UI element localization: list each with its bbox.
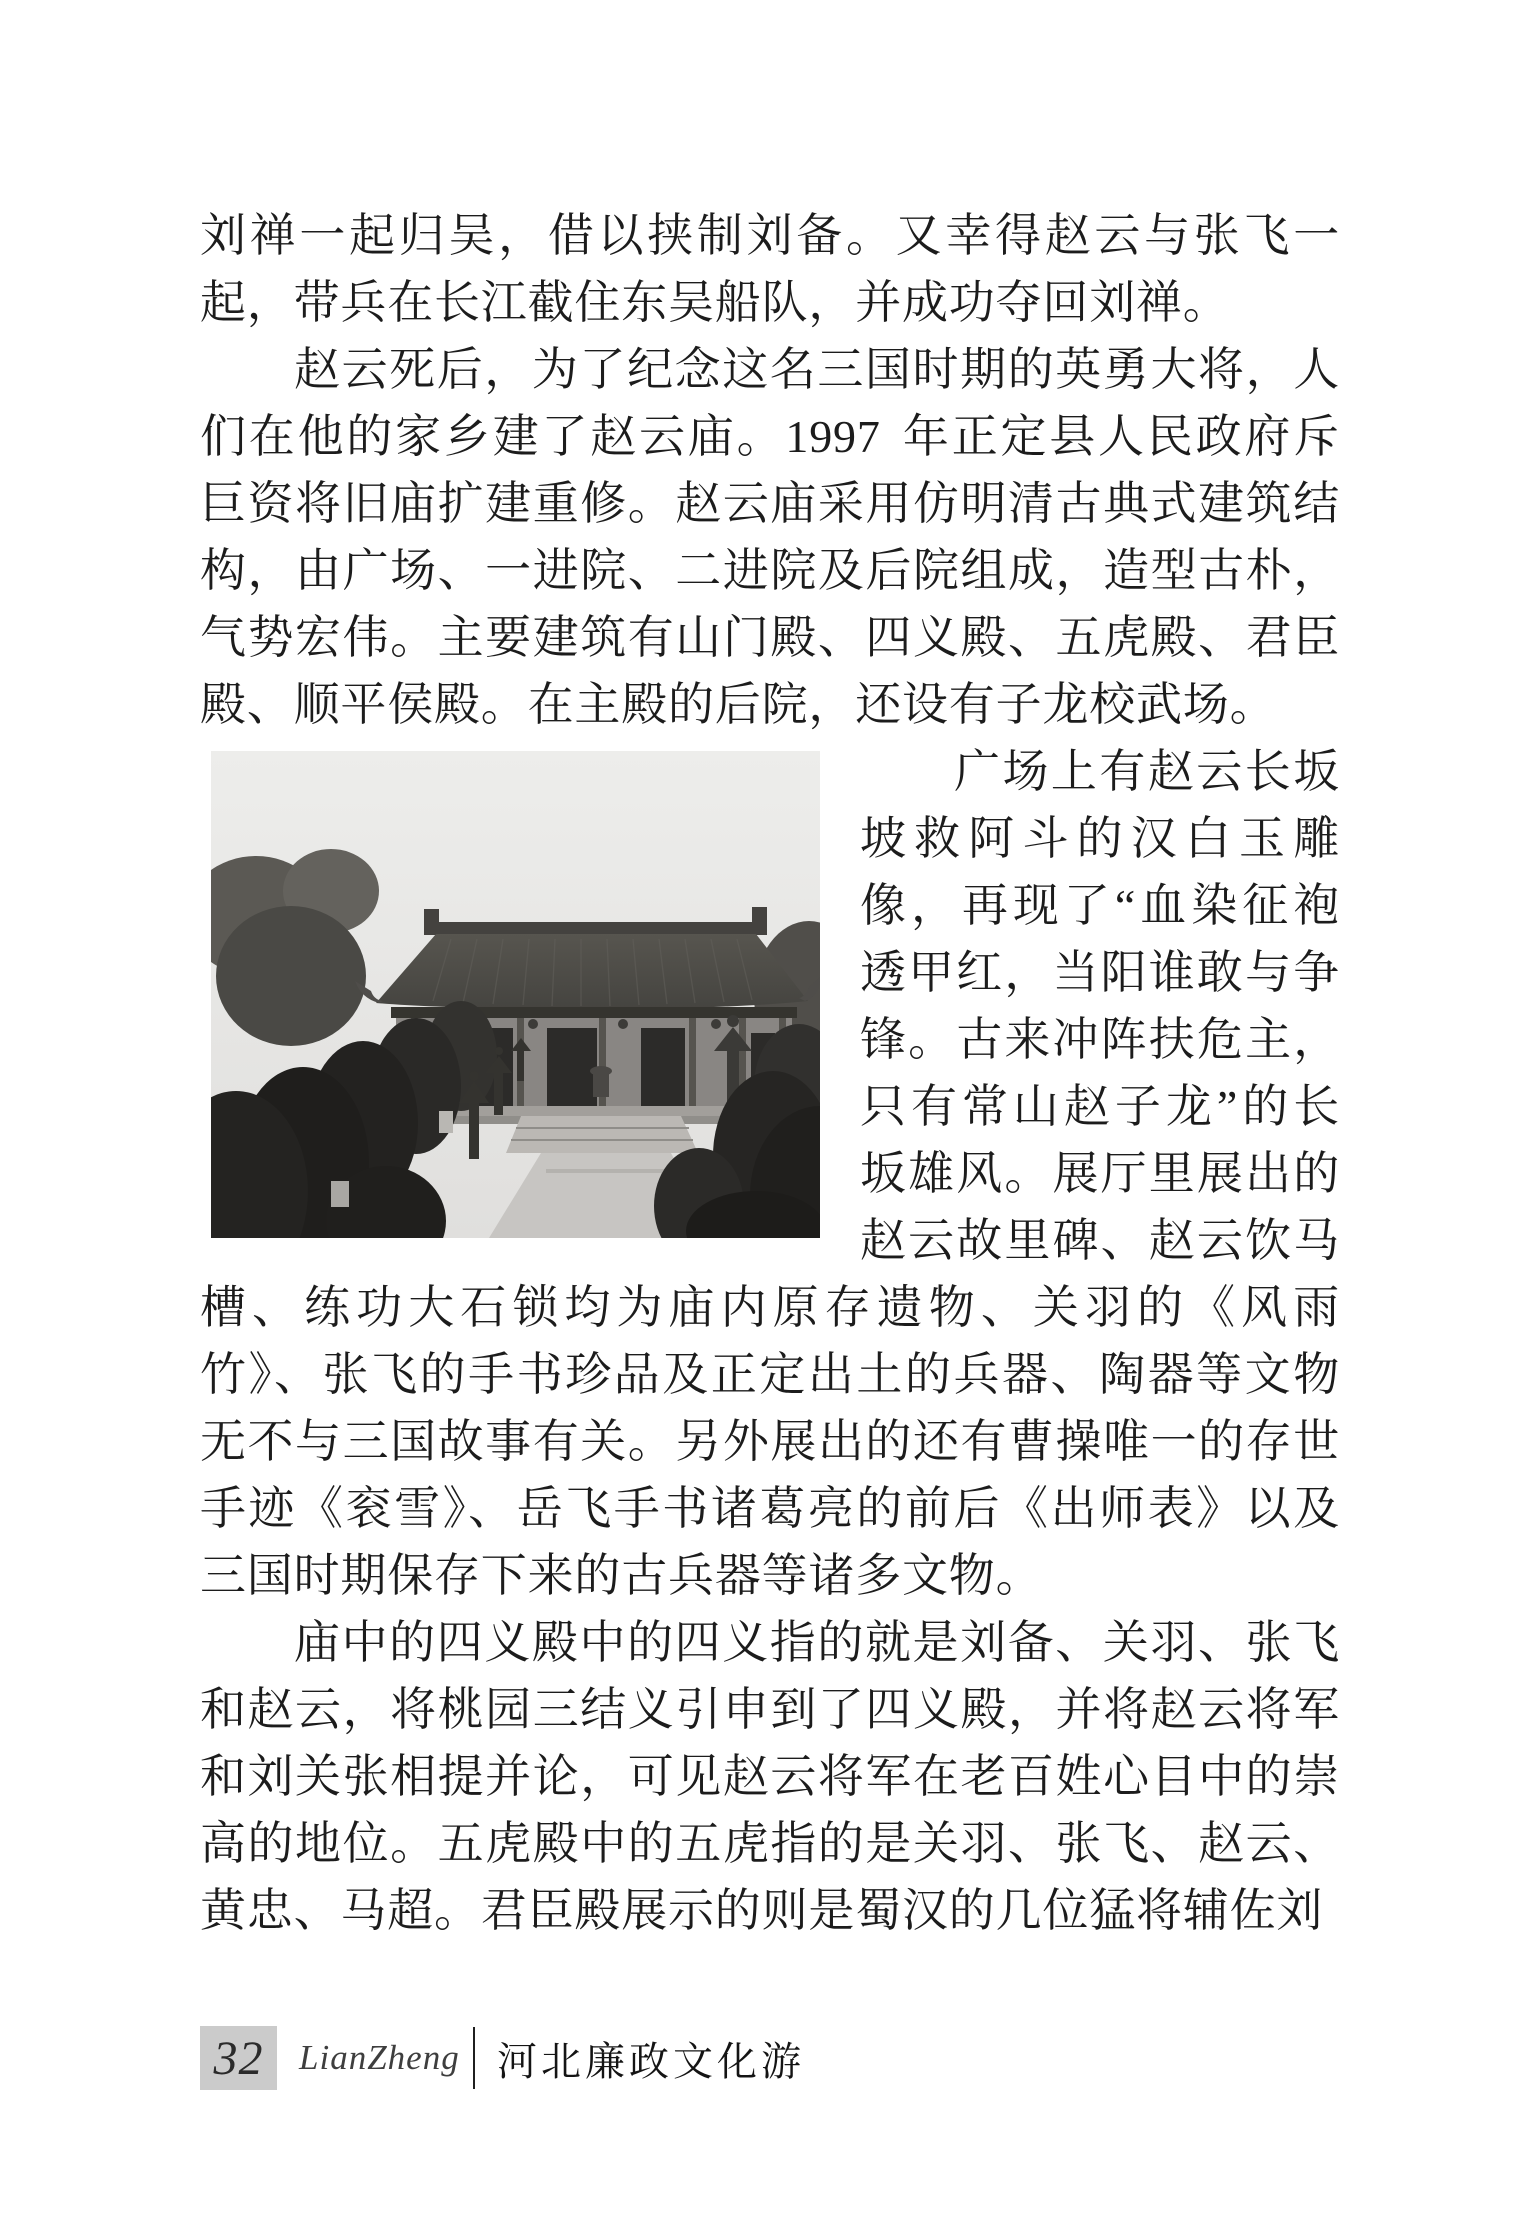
temple-photo [211,751,820,1238]
body-paragraph: 刘禅一起归吴，借以挟制刘备。又幸得赵云与张飞一起，带兵在长江截住东吴船队，并成功夺回刘禅。 [200,210,1340,328]
temple-photo-illustration [211,751,820,1238]
page-number: 32 [213,2031,264,2085]
series-logo: LianZheng [299,2038,460,2077]
photo-roof [376,934,808,1009]
page-number-badge [200,2026,277,2090]
body-paragraph: 广场上有赵云长坂坡救阿斗的汉白玉雕像，再现了“血染征袍透甲红，当阳谁敢与争锋。古来冲阵扶危主，只有常山赵子龙”的长坂雄风。展厅里展出的赵云故里碑、赵云饮马槽、练功大石锁均为庙内原存遗物、关羽的《风雨竹》、张飞的手书珍品及正定出土的兵器、陶器等文物无不与三国故事有关。另外展出的还有曹操唯一的存世手迹《衮雪》、岳飞手书诸葛亮的前后《出师表》以及三国时期保存下来的古兵器等诸多文物。 [200,746,1340,1601]
article-body [200,202,1340,1944]
body-paragraph: 赵云死后，为了纪念这名三国时期的英勇大将，人们在他的家乡建了赵云庙。1997 年正定县人民政府斥巨资将旧庙扩建重修。赵云庙采用仿明清古典式建筑结构，由广场、一进院、二进院及后院组成，造型古朴，气势宏伟。主要建筑有山门殿、四义殿、五虎殿、君臣殿、顺平侯殿。在主殿的后院，还设有子龙校武场。 [200,344,1340,730]
body-paragraph: 庙中的四义殿中的四义指的就是刘备、关羽、张飞和赵云，将桃园三结义引申到了四义殿，并将赵云将军和刘关张相提并论，可见赵云将军在老百姓心目中的崇高的地位。五虎殿中的五虎指的是关羽、张飞、赵云、黄忠、马超。君臣殿展示的则是蜀汉的几位猛将辅佐刘 [200,1617,1340,1936]
book-title: 河北廉政文化游 [497,2038,805,2084]
page-footer [200,2026,805,2090]
footer-divider [473,2027,475,2089]
